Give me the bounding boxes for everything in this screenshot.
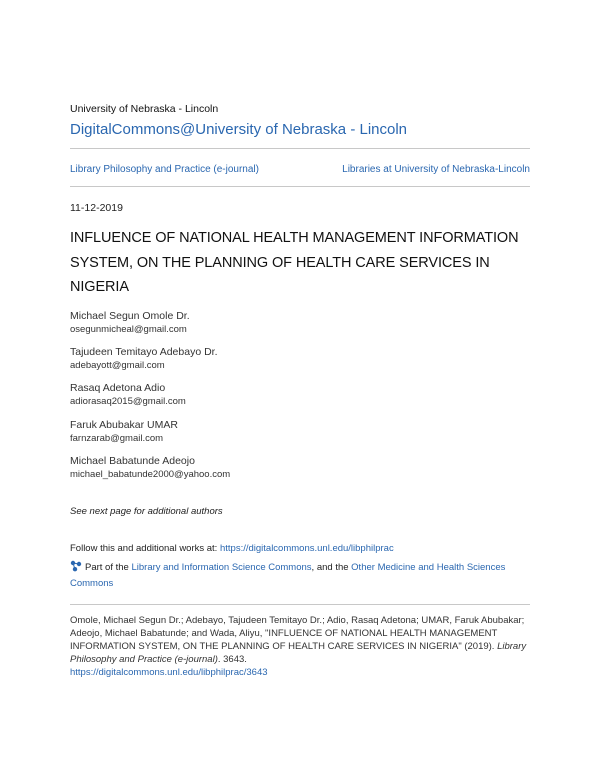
follow-prefix: Follow this and additional works at: [70,543,220,554]
commons-network-icon [70,560,82,572]
see-next-note: See next page for additional authors [70,506,223,517]
divider [70,604,530,605]
author-name: Faruk Abubakar UMAR [70,419,178,431]
author-entry [70,381,470,408]
author-email: michael_babatunde2000@yahoo.com [70,469,231,480]
author-name: Michael Segun Omole Dr. [70,310,190,322]
library-science-commons-link[interactable]: Library and Information Science Commons [131,562,312,573]
author-email: adebayott@gmail.com [70,360,165,371]
citation-url-link[interactable]: https://digitalcommons.unl.edu/libphilprac/3643 [70,667,268,678]
publication-date: 11-12-2019 [70,202,123,214]
author-email: adiorasaq2015@gmail.com [70,396,186,407]
author-name: Rasaq Adetona Adio [70,382,166,394]
author-email: farnzarab@gmail.com [70,433,164,444]
author-name: Michael Babatunde Adeojo [70,455,195,467]
journal-link[interactable]: Library Philosophy and Practice (e-journal) [70,164,259,175]
author-entry [70,418,470,445]
author-entry [70,454,470,481]
author-entry [70,309,470,336]
libraries-link[interactable]: Libraries at University of Nebraska-Lincoln [342,164,530,175]
part-of-line [70,560,530,592]
divider [70,186,530,187]
follow-line [70,543,530,554]
citation-text: Omole, Michael Segun Dr.; Adebayo, Tajudeen Temitayo Dr.; Adio, Rasaq Adetona; UMAR, Faruk Abubakar; Adeojo, Michael Babatunde; and Wada, Aliyu, "INFLUENCE OF NATIONAL HEALTH MANAGEMENT INFORMATION SYSTEM, ON THE PLANNING OF HEALTH CARE SERVICES IN NIGERIA" (2019). [70,615,525,652]
institution-name: University of Nebraska - Lincoln [70,103,219,115]
part-of-middle: , and the [311,562,352,573]
divider [70,148,530,149]
citation-suffix: . 3643. [217,654,247,665]
citation-journal: Library Philosophy and Practice (e-journal) [70,641,527,665]
repository-link[interactable]: DigitalCommons@University of Nebraska - Lincoln [70,121,408,138]
recommended-citation [70,614,530,679]
author-email: osegunmicheal@gmail.com [70,324,187,335]
collection-url-link[interactable]: https://digitalcommons.unl.edu/libphilprac [219,543,394,554]
medicine-health-commons-link[interactable]: Other Medicine and Health Sciences Commons [70,562,506,589]
part-of-prefix: Part of the [85,562,132,573]
author-name: Tajudeen Temitayo Adebayo Dr. [70,346,218,358]
author-entry [70,345,470,372]
article-title: INFLUENCE OF NATIONAL HEALTH MANAGEMENT INFORMATION SYSTEM, ON THE PLANNING OF HEALTH CARE SERVICES IN NIGERIA [70,230,519,295]
